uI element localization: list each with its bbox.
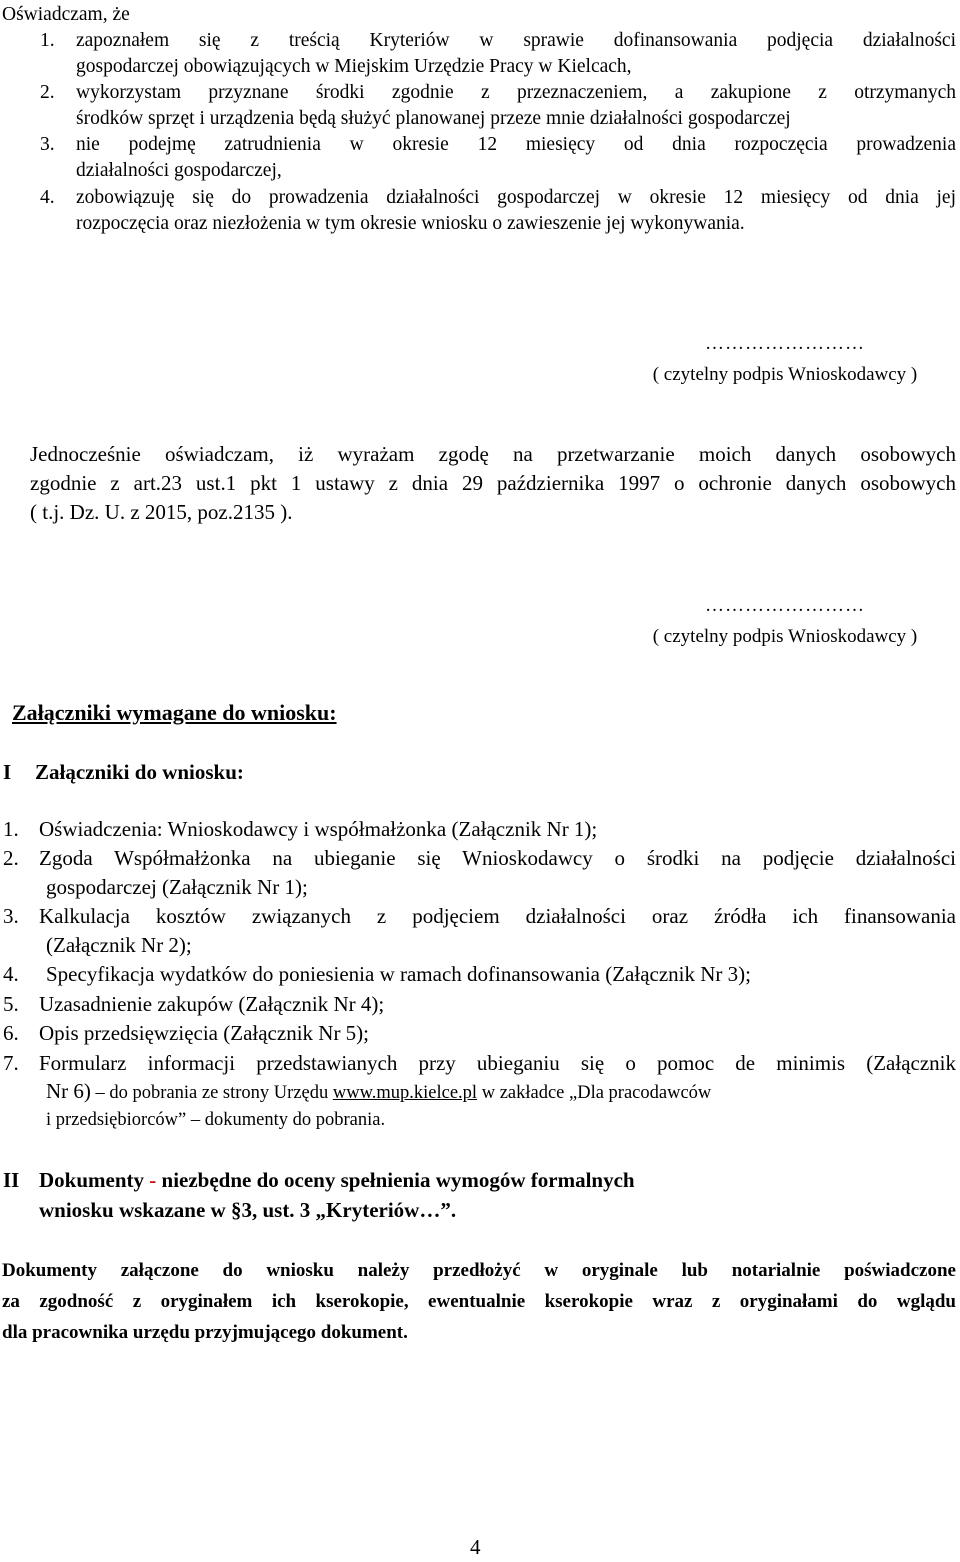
list-item-number: 2. [40,82,55,103]
declaration-3-line1: nie podejmę zatrudnienia w okresie 12 miesięcy od dnia rozpoczęcia prowadzenia [76,134,956,155]
list-item-number: 3. [3,904,19,928]
intro-text: Oświadczam, że [2,4,130,25]
page-number: 4 [470,1535,481,1559]
mup-website-link[interactable]: www.mup.kielce.pl [332,1083,478,1103]
attachment-7-line2 [46,1077,711,1106]
list-item-number: 2. [3,846,19,870]
section-2-roman: II [3,1168,20,1192]
attachment-2-line2: gospodarczej (Załącznik Nr 1); [46,875,308,899]
attachment-7-tab-text: w zakładce „Dla pracodawców [477,1083,712,1103]
signature-line: …………………… [705,333,865,354]
attachment-7-line3: i przedsiębiorców” – dokumenty do pobrania. [46,1110,386,1130]
list-item-number: 4. [40,187,55,208]
declaration-1-line2: gospodarczej obowiązujących w Miejskim Urzędzie Pracy w Kielcach, [76,56,632,77]
declaration-1-line1: zapoznałem się z treścią Kryteriów w sprawie dofinansowania podjęcia działalności [76,30,956,51]
signature-block [620,332,950,388]
list-item-number: 3. [40,134,55,155]
signature-label: ( czytelny podpis Wnioskodawcy ) [652,626,918,647]
declaration-2-line1: wykorzystam przyznane środki zgodnie z przeznaczeniem, a zakupione z otrzymanych [76,82,956,103]
list-item-number: 1. [3,817,19,841]
section-1-roman: I [3,760,12,784]
section-2-dash: - [149,1168,157,1192]
signature-block [620,594,950,650]
declaration-2-line2: środków sprzęt i urządzenia będą służyć planowanej przeze mnie działalności gospodarczej [76,108,791,129]
final-note-line3: dla pracownika urzędu przyjmującego dokument. [2,1322,408,1343]
final-note-line1: Dokumenty załączone do wniosku należy przedłożyć w oryginale lub notarialnie poświadczone [2,1260,956,1281]
attachment-1: Oświadczenia: Wnioskodawcy i współmałżonka (Załącznik Nr 1); [39,817,598,841]
attachment-3-line2: (Załącznik Nr 2); [46,933,192,957]
consent-line1: Jednocześnie oświadczam, iż wyrażam zgodę na przetwarzanie moich danych osobowych [30,442,956,466]
final-note-line2: za zgodność z oryginałem ich kserokopie, ewentualnie kserokopie wraz z oryginałami do wglądu [2,1291,956,1312]
list-item-number: 5. [3,992,19,1016]
attachment-3-line1: Kalkulacja kosztów związanych z podjęciem działalności oraz źródła ich finansowania [39,904,956,928]
list-item-number: 7. [3,1051,19,1075]
list-item-number: 6. [3,1021,19,1045]
attachment-6: Opis przedsięwzięcia (Załącznik Nr 5); [39,1021,370,1045]
attachment-7-download-text: – do pobrania ze strony Urzędu [90,1083,333,1103]
declaration-4-line1: zobowiązuję się do prowadzenia działalności gospodarczej w okresie 12 miesięcy od dnia jej [76,187,956,208]
attachment-7-nr: Nr 6) [46,1079,91,1103]
attachment-2-line1: Zgoda Współmałżonka na ubieganie się Wnioskodawcy o środki na podjęcie działalności [39,846,956,870]
attachment-5: Uzasadnienie zakupów (Załącznik Nr 4); [39,992,385,1016]
section-2-title-a: Dokumenty [39,1168,150,1192]
declaration-4-line2: rozpoczęcia oraz niezłożenia w tym okresie wniosku o zawieszenie jej wykonywania. [76,213,745,234]
section-1-title: Załączniki do wniosku: [35,760,244,784]
consent-line3: ( t.j. Dz. U. z 2015, poz.2135 ). [30,500,293,524]
attachment-4: Specyfikacja wydatków do poniesienia w ramach dofinansowania (Załącznik Nr 3); [46,962,751,986]
section-2-line2: wniosku wskazane w §3, ust. 3 „Kryteriów…”. [39,1198,457,1222]
signature-line: …………………… [705,595,865,616]
attachments-heading: Załączniki wymagane do wniosku: [12,700,337,725]
section-2-title [39,1166,635,1195]
list-item-number: 4. [3,962,19,986]
declaration-3-line2: działalności gospodarczej, [76,160,282,181]
section-2-title-b: niezbędne do oceny spełnienia wymogów formalnych [156,1168,635,1192]
list-item-number: 1. [40,30,55,51]
signature-label: ( czytelny podpis Wnioskodawcy ) [652,364,918,385]
consent-line2: zgodnie z art.23 ust.1 pkt 1 ustawy z dnia 29 października 1997 o ochronie danych osobowych [30,471,956,495]
attachment-7-line1: Formularz informacji przedstawianych przy ubieganiu się o pomoc de minimis (Załącznik [39,1051,956,1075]
